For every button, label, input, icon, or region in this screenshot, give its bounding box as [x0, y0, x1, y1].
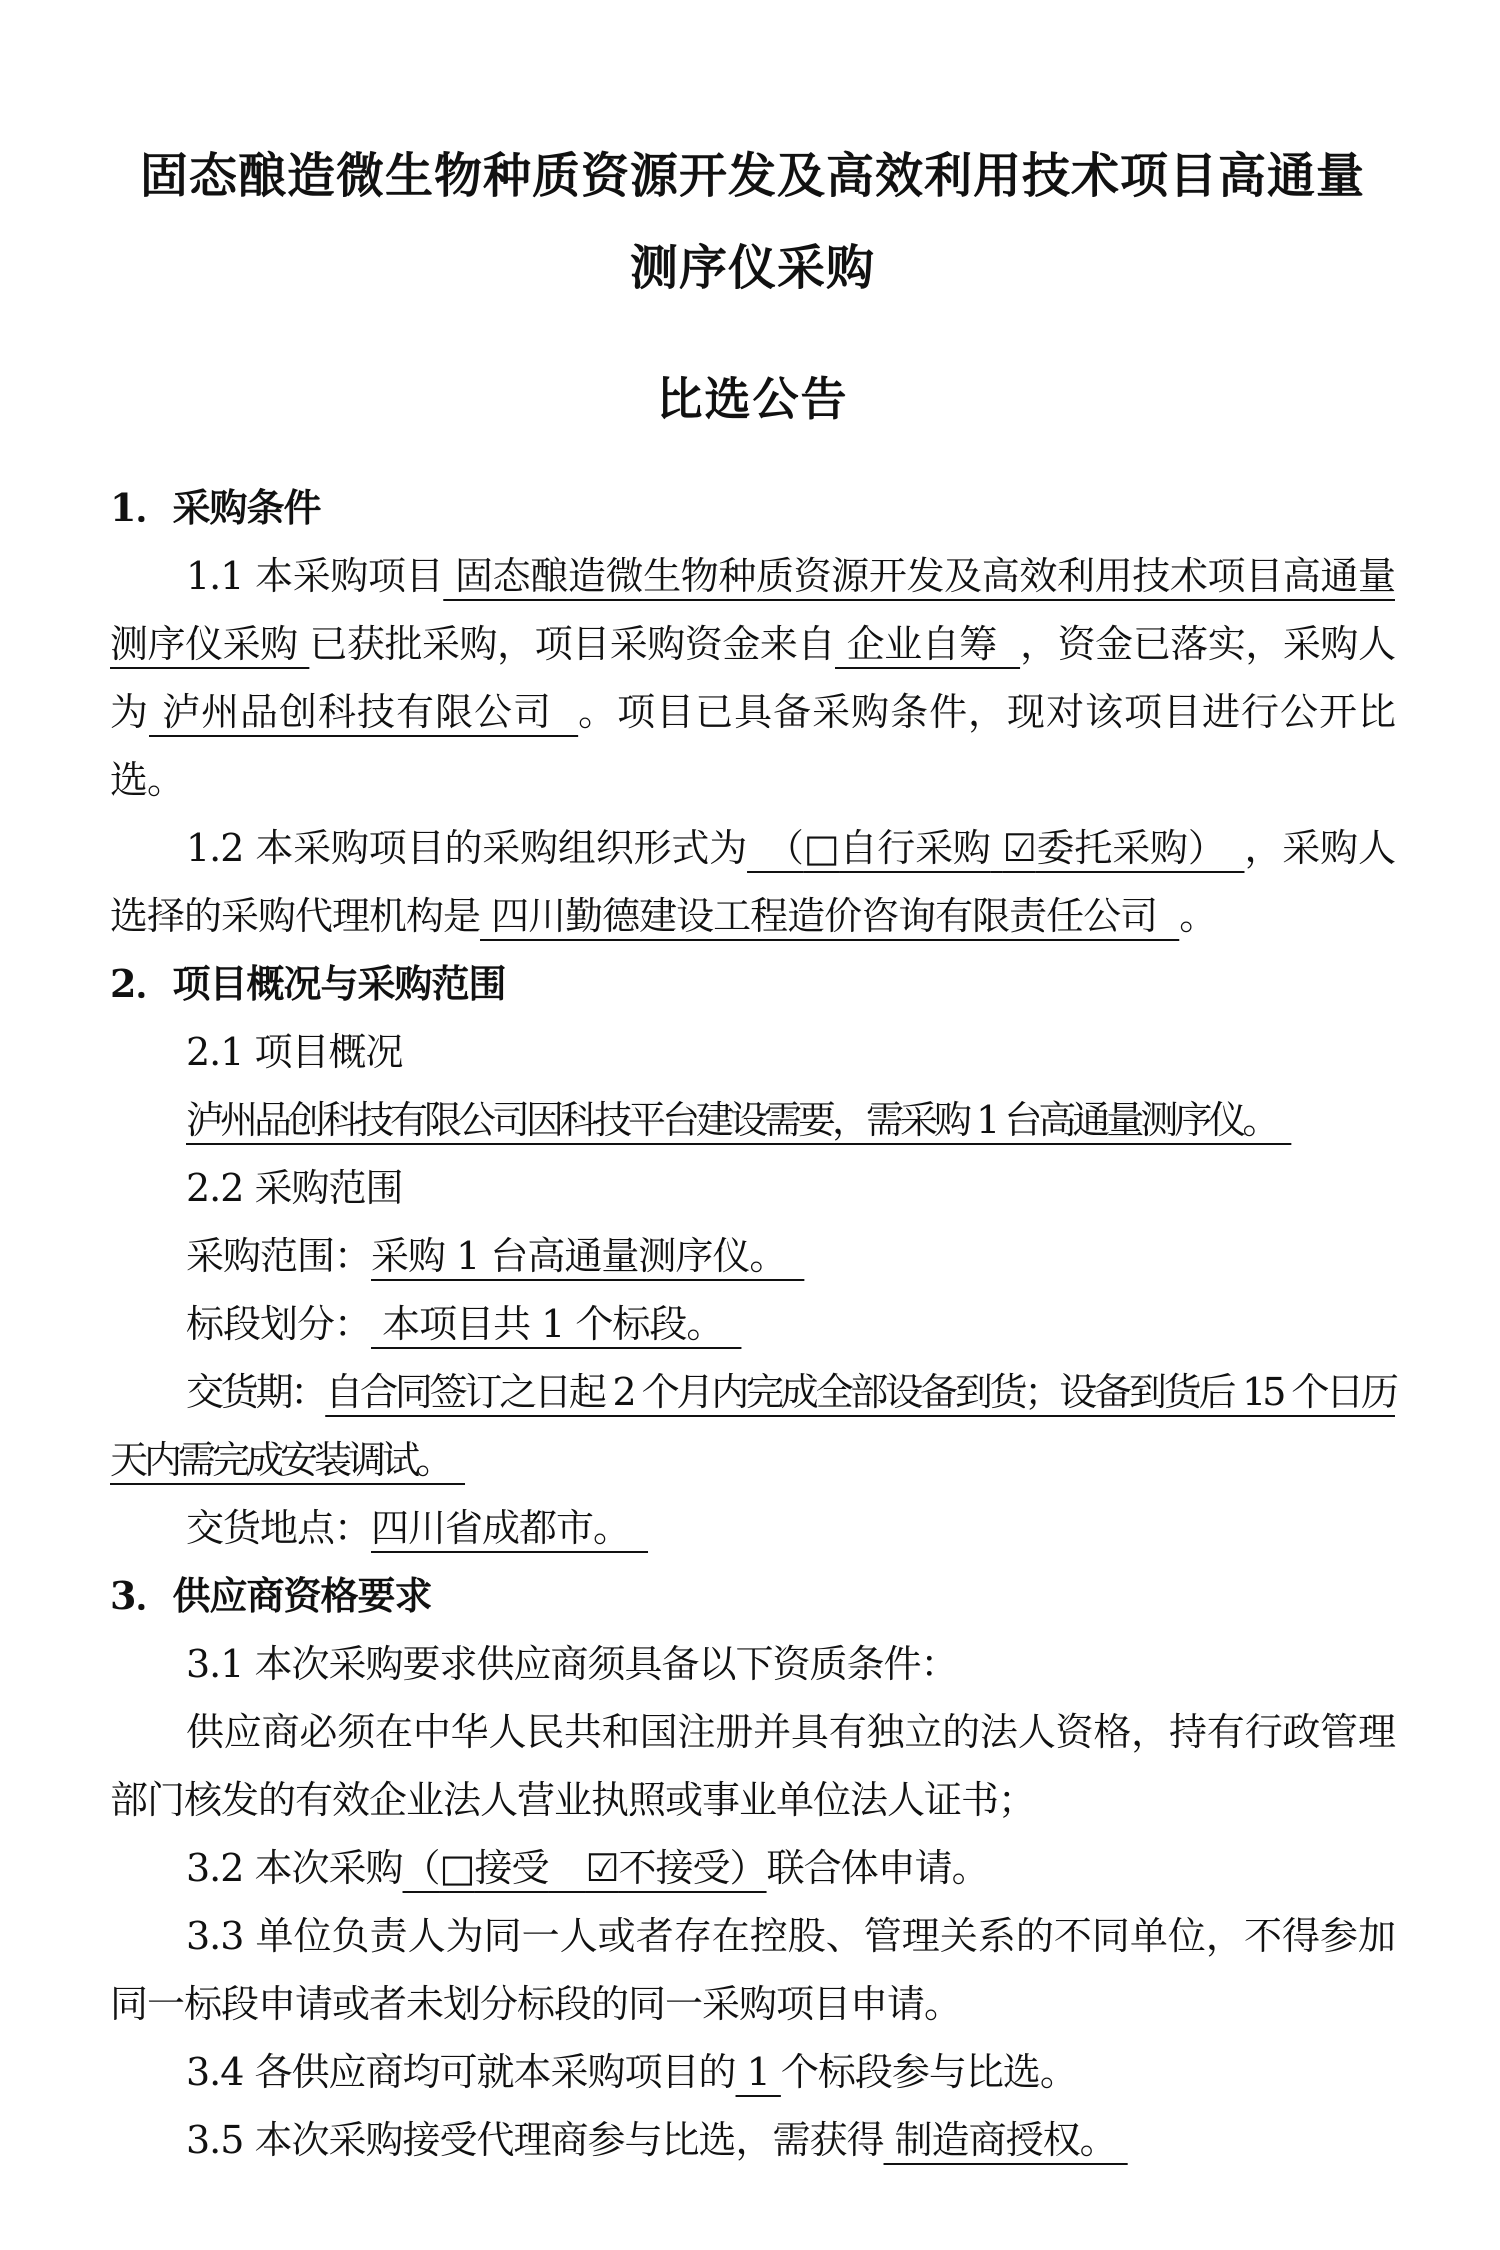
- section-3-heading: 3．供应商资格要求: [110, 1573, 432, 1618]
- checkbox-checked-icon: ☑: [585, 1846, 619, 1890]
- option-reject-label: 不接受）: [618, 1846, 767, 1890]
- clause-3-5: [110, 2106, 1395, 2174]
- title-line-1: 固态酿造微生物种质资源开发及高效利用技术项目高通量: [139, 148, 1365, 204]
- blank-manufacturer-authorization: 制造商授权。: [883, 2118, 1128, 2162]
- blank-agency-name: 四川勤德建设工程造价咨询有限责任公司: [480, 894, 1180, 938]
- text-segment: 3.5 本次采购接受代理商参与比选，需获得: [186, 2118, 884, 2162]
- clause-3-1: 3.1 本次采购要求供应商须具备以下资质条件：: [186, 1642, 958, 1686]
- blank-lots: 本项目共 1 个标段。: [371, 1302, 742, 1346]
- option-accept-label: 接受: [474, 1846, 549, 1890]
- blank-lot-count: 1: [735, 2050, 781, 2094]
- blank-consortium-option: [403, 1846, 767, 1890]
- text-segment: 联合体申请。: [766, 1846, 989, 1890]
- text-segment: 个标段参与比选。: [780, 2050, 1077, 2094]
- clause-3-2: [110, 1834, 1395, 1902]
- text-segment: [991, 826, 1003, 870]
- text-segment: 3.2 本次采购: [186, 1846, 403, 1890]
- text-segment: [548, 1846, 585, 1890]
- announcement-type-heading: 比选公告: [656, 372, 849, 426]
- project-overview-line: [110, 1086, 1395, 1154]
- delivery-period-label: 交货期：: [186, 1370, 326, 1414]
- clause-3-1-requirement: 供应商必须在中华人民共和国注册并具有独立的法人资格，持有行政管理部门核发的有效企业法人营业执照或事业单位法人证书；: [110, 1710, 1395, 1822]
- clause-1-1: [110, 542, 1395, 814]
- checkbox-unchecked-icon: □: [803, 826, 840, 870]
- subsection-2-1-heading: 2.1 项目概况: [186, 1030, 403, 1074]
- option-self-procurement-label: 自行采购: [839, 826, 991, 870]
- document-body: [110, 474, 1395, 2174]
- text-segment: 。项目已具备采购条件，现对该项目进行公开比选。: [110, 690, 1395, 802]
- blank-scope: 采购 1 台高通量测序仪。: [371, 1234, 805, 1278]
- checkbox-unchecked-icon: □: [439, 1846, 475, 1890]
- checkbox-checked-icon: ☑: [1002, 826, 1036, 870]
- text-segment: （: [747, 826, 804, 870]
- option-delegated-procurement-label: 委托采购）: [1035, 826, 1245, 870]
- blank-project-overview: 泸州品创科技有限公司因科技平台建设需要，需采购 1 台高通量测序仪。: [186, 1098, 1292, 1142]
- scope-line: [110, 1222, 1395, 1290]
- clause-3-3: 3.3 单位负责人为同一人或者存在控股、管理关系的不同单位，不得参加同一标段申请或者未划分标段的同一采购项目申请。: [110, 1914, 1395, 2026]
- blank-funding-source: 企业自筹: [835, 622, 1021, 666]
- delivery-place-label: 交货地点：: [186, 1506, 372, 1550]
- text-segment: （: [402, 1846, 440, 1890]
- blank-org-form: [747, 826, 1244, 870]
- section-2-heading: 2．项目概况与采购范围: [110, 961, 506, 1006]
- scope-label: 采购范围：: [186, 1234, 372, 1278]
- text-segment: 1.2 本采购项目的采购组织形式为: [186, 826, 748, 870]
- lots-label: 标段划分：: [186, 1302, 372, 1346]
- blank-purchaser-name: 泸州品创科技有限公司: [149, 690, 579, 734]
- text-segment: ，资金已落实，采购人为: [110, 622, 1395, 734]
- blank-delivery-period: 自合同签订之日起 2 个月内完成全部设备到货；设备到货后 15 个日历天内需完成安装调试。: [110, 1370, 1395, 1482]
- delivery-period-line: [110, 1358, 1395, 1494]
- clause-1-2: [110, 814, 1395, 950]
- subsection-2-2-heading: 2.2 采购范围: [186, 1166, 403, 1210]
- title-line-2: 测序仪采购: [629, 240, 875, 296]
- text-segment: 1.1 本采购项目: [186, 554, 444, 598]
- clause-3-4: [110, 2038, 1395, 2106]
- lots-line: [110, 1290, 1395, 1358]
- text-segment: ，采购人选择的采购代理机构是: [110, 826, 1395, 938]
- delivery-place-line: [110, 1494, 1395, 1562]
- blank-delivery-place: 四川省成都市。: [371, 1506, 649, 1550]
- document-title: [110, 130, 1395, 314]
- section-1-heading: 1．采购条件: [110, 485, 321, 530]
- blank-project-name: 固态酿造微生物种质资源开发及高效利用技术项目高通量测序仪采购: [110, 554, 1395, 666]
- text-segment: 3.4 各供应商均可就本采购项目的: [186, 2050, 736, 2094]
- text-segment: 。: [1179, 894, 1217, 938]
- text-segment: 已获批采购，项目采购资金来自: [309, 622, 835, 666]
